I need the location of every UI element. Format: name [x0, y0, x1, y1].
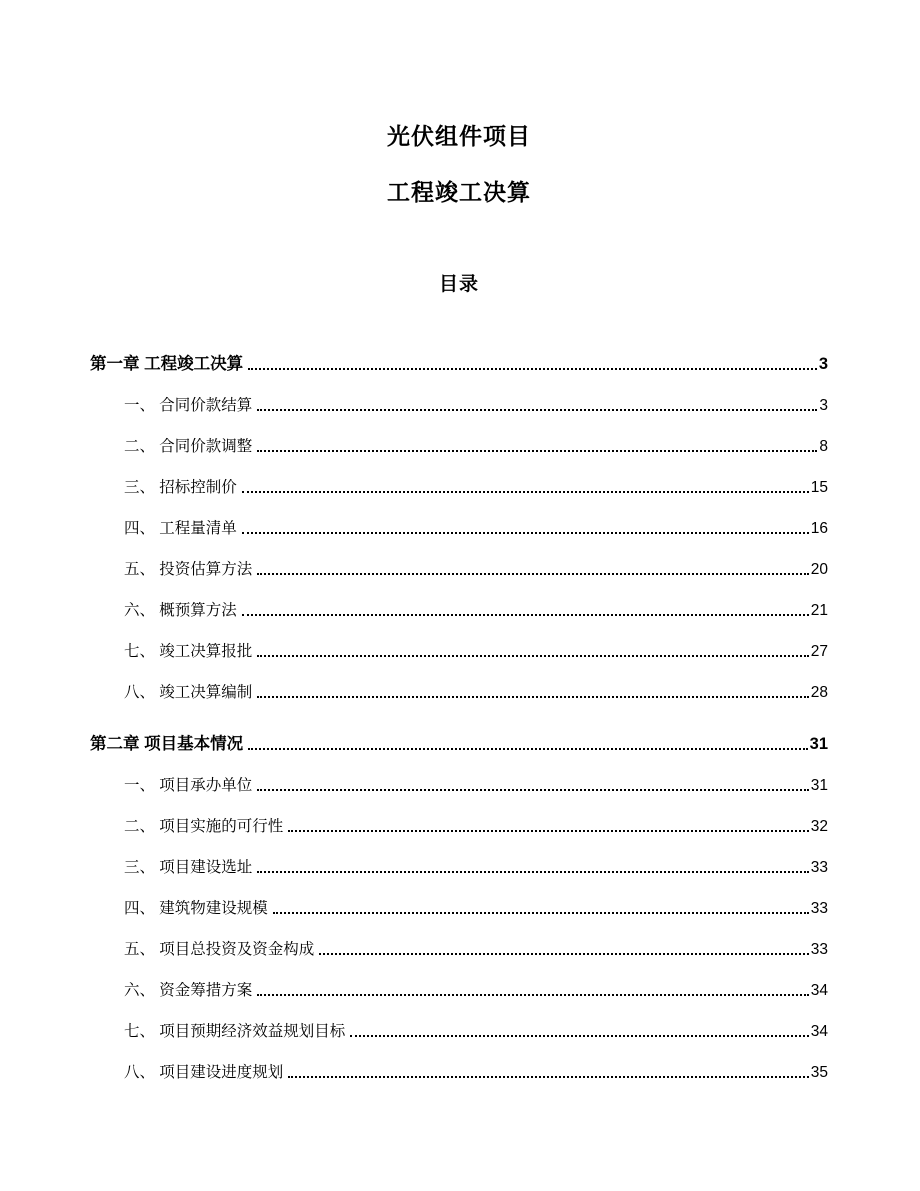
toc-entry-label: 七、 竣工决算报批 — [124, 642, 253, 660]
toc-entry-label: 六、 概预算方法 — [124, 601, 237, 619]
dot-leader — [242, 491, 809, 493]
toc-item-entry[interactable] — [90, 754, 828, 795]
toc-page-number: 3 — [818, 354, 828, 373]
toc-page-number: 32 — [810, 817, 828, 835]
dot-leader — [273, 912, 809, 914]
toc-item-entry[interactable] — [90, 579, 828, 620]
toc-item-entry[interactable] — [90, 959, 828, 1000]
toc-page-number: 8 — [819, 437, 828, 455]
dot-leader — [248, 748, 808, 750]
toc-item-entry[interactable] — [90, 1000, 828, 1041]
toc-page-number: 31 — [810, 776, 828, 794]
toc-entry-label: 三、 招标控制价 — [124, 478, 237, 496]
toc-entry-label: 四、 建筑物建设规模 — [124, 899, 268, 917]
document-title: 光伏组件项目 — [387, 123, 531, 149]
toc-entry-label: 三、 项目建设选址 — [124, 858, 253, 876]
toc-entry-label: 八、 竣工决算编制 — [124, 683, 253, 701]
dot-leader — [242, 614, 809, 616]
toc-entry-label: 一、 合同价款结算 — [124, 396, 253, 414]
dot-leader — [319, 953, 808, 955]
toc-entry-label: 五、 投资估算方法 — [124, 560, 253, 578]
dot-leader — [257, 994, 808, 996]
dot-leader — [242, 532, 809, 534]
toc-item-entry[interactable] — [90, 374, 828, 415]
toc-page-number: 15 — [810, 478, 828, 496]
toc-item-entry[interactable] — [90, 620, 828, 661]
toc-page-number: 34 — [810, 1022, 828, 1040]
toc-entry-label: 二、 合同价款调整 — [124, 437, 253, 455]
toc-heading: 目录 — [438, 273, 479, 295]
toc-item-entry[interactable] — [90, 795, 828, 836]
toc-item-entry[interactable] — [90, 918, 828, 959]
toc-item-entry[interactable] — [90, 497, 828, 538]
toc-entry-label: 二、 项目实施的可行性 — [124, 817, 284, 835]
dot-leader — [248, 368, 817, 370]
toc-page-number: 20 — [810, 560, 828, 578]
toc-entry-label: 五、 项目总投资及资金构成 — [124, 940, 315, 958]
toc-item-entry[interactable] — [90, 456, 828, 497]
dot-leader — [257, 789, 808, 791]
toc-page-number: 34 — [810, 981, 828, 999]
toc-page-number: 31 — [809, 734, 828, 753]
toc-item-entry[interactable] — [90, 538, 828, 579]
toc-entry-label: 六、 资金筹措方案 — [124, 981, 253, 999]
dot-leader — [288, 830, 808, 832]
dot-leader — [350, 1035, 808, 1037]
toc-page-number: 33 — [810, 899, 828, 917]
toc-page-number: 3 — [819, 396, 828, 414]
toc-entry-label: 第二章 项目基本情况 — [90, 734, 244, 753]
toc-page-number: 33 — [810, 858, 828, 876]
toc-item-entry[interactable] — [90, 1041, 828, 1082]
toc-page-number: 33 — [810, 940, 828, 958]
toc-entry-label: 四、 工程量清单 — [124, 519, 237, 537]
toc-page-number: 21 — [810, 601, 828, 619]
dot-leader — [288, 1076, 808, 1078]
toc-page-number: 27 — [810, 642, 828, 660]
toc-entry-label: 八、 项目建设进度规划 — [124, 1063, 284, 1081]
dot-leader — [257, 450, 817, 452]
dot-leader — [257, 871, 808, 873]
toc-item-entry[interactable] — [90, 415, 828, 456]
toc-entry-label: 七、 项目预期经济效益规划目标 — [124, 1022, 346, 1040]
toc-chapter-entry[interactable] — [90, 328, 828, 374]
dot-leader — [257, 409, 817, 411]
toc-entry-label: 一、 项目承办单位 — [124, 776, 253, 794]
toc-page-number: 16 — [810, 519, 828, 537]
table-of-contents — [90, 328, 828, 1082]
dot-leader — [257, 696, 808, 698]
document-subtitle: 工程竣工决算 — [387, 178, 531, 205]
toc-chapter-entry[interactable] — [90, 708, 828, 754]
toc-entry-label: 第一章 工程竣工决算 — [90, 354, 244, 373]
toc-item-entry[interactable] — [90, 877, 828, 918]
toc-item-entry[interactable] — [90, 836, 828, 877]
dot-leader — [257, 573, 808, 575]
toc-item-entry[interactable] — [90, 661, 828, 702]
dot-leader — [257, 655, 808, 657]
toc-page-number: 35 — [810, 1063, 828, 1081]
toc-page-number: 28 — [810, 683, 828, 701]
